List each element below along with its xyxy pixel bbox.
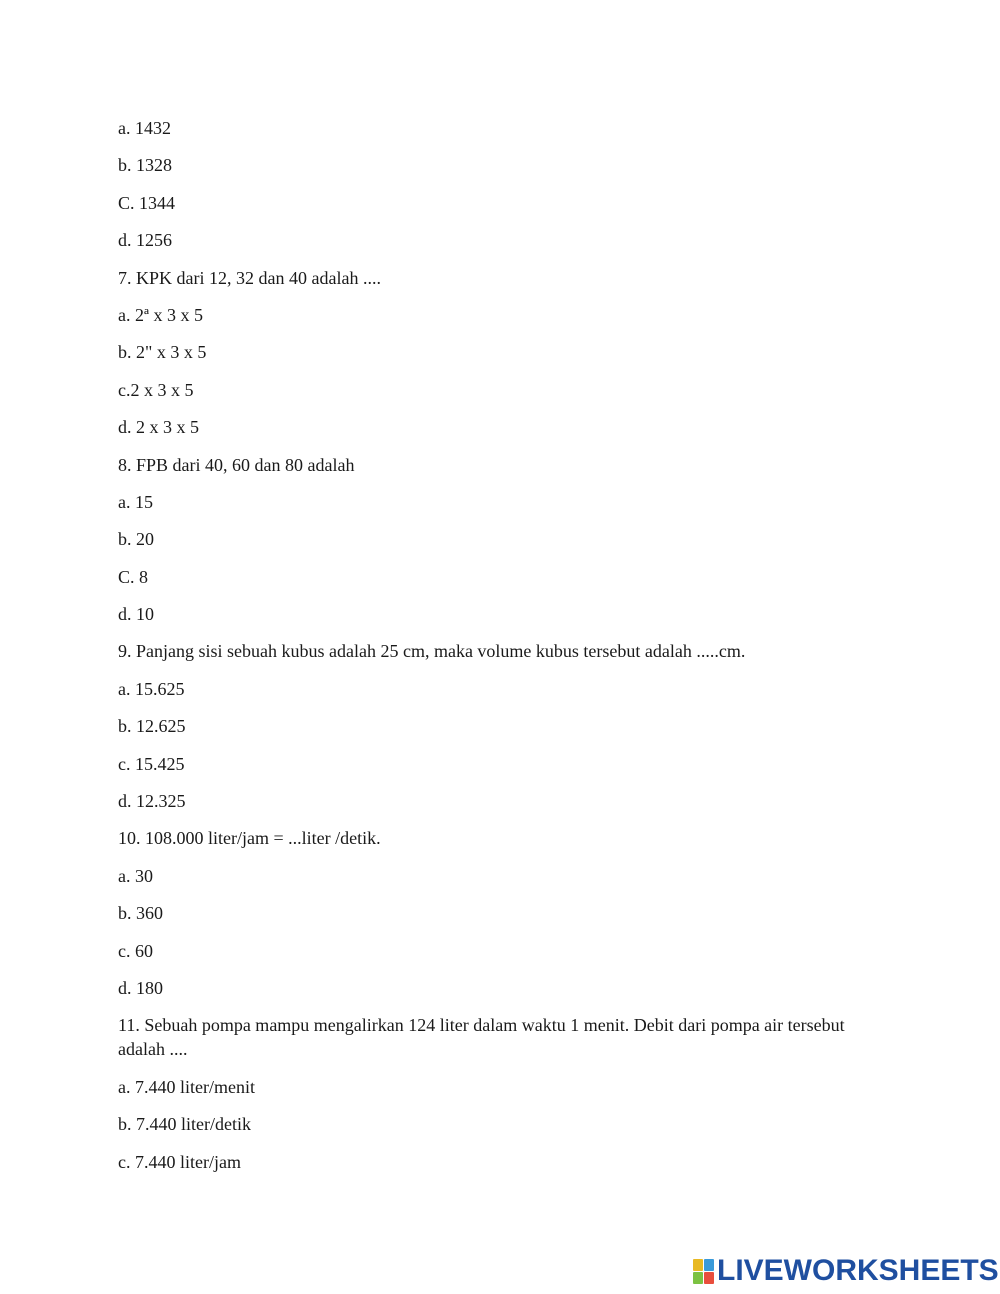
option-q10-b: b. 360: [118, 903, 163, 924]
worksheet-page: [118, 116, 878, 1187]
question-9: 9. Panjang sisi sebuah kubus adalah 25 cm, maka volume kubus tersebut adalah .....cm.: [118, 641, 746, 662]
option-q6-b: b. 1328: [118, 155, 172, 176]
option-q11-c: c. 7.440 liter/jam: [118, 1151, 241, 1172]
question-11: 11. Sebuah pompa mampu mengalirkan 124 liter dalam waktu 1 menit. Debit dari pompa air tersebut adalah ....: [118, 1015, 845, 1060]
option-q10-d: d. 180: [118, 977, 163, 998]
option-q7-b: b. 2" x 3 x 5: [118, 342, 207, 363]
option-q9-a: a. 15.625: [118, 678, 185, 699]
option-q11-b: b. 7.440 liter/detik: [118, 1114, 251, 1135]
option-q8-c: C. 8: [118, 566, 149, 587]
option-q7-a: a. 2ª x 3 x 5: [118, 304, 203, 325]
liveworksheets-logo[interactable]: [693, 1256, 999, 1286]
logo-square-4: [704, 1272, 714, 1284]
logo-square-3: [693, 1272, 703, 1284]
option-q9-c: c. 15.425: [118, 753, 185, 774]
question-7: 7. KPK dari 12, 32 dan 40 adalah ....: [118, 267, 381, 288]
option-q10-c: c. 60: [118, 940, 153, 961]
question-8: 8. FPB dari 40, 60 dan 80 adalah: [118, 454, 355, 475]
option-q8-b: b. 20: [118, 529, 154, 550]
option-q9-b: b. 12.625: [118, 716, 186, 737]
liveworksheets-logo-icon: [693, 1259, 713, 1283]
option-q9-d: d. 12.325: [118, 791, 186, 812]
logo-text: LIVEWORKSHEETS: [717, 1254, 999, 1287]
logo-square-1: [693, 1259, 703, 1271]
option-q8-a: a. 15: [118, 491, 153, 512]
question-10: 10. 108.000 liter/jam = ...liter /detik.: [118, 828, 381, 849]
logo-square-2: [704, 1259, 714, 1271]
option-q7-d: d. 2 x 3 x 5: [118, 417, 199, 438]
option-q6-a: a. 1432: [118, 118, 171, 138]
option-q8-d: d. 10: [118, 604, 154, 625]
option-q10-a: a. 30: [118, 865, 153, 886]
option-q7-c: c.2 x 3 x 5: [118, 379, 194, 400]
option-q6-d: d. 1256: [118, 230, 172, 251]
option-q6-c: C. 1344: [118, 192, 176, 213]
option-q11-a: a. 7.440 liter/menit: [118, 1076, 255, 1097]
